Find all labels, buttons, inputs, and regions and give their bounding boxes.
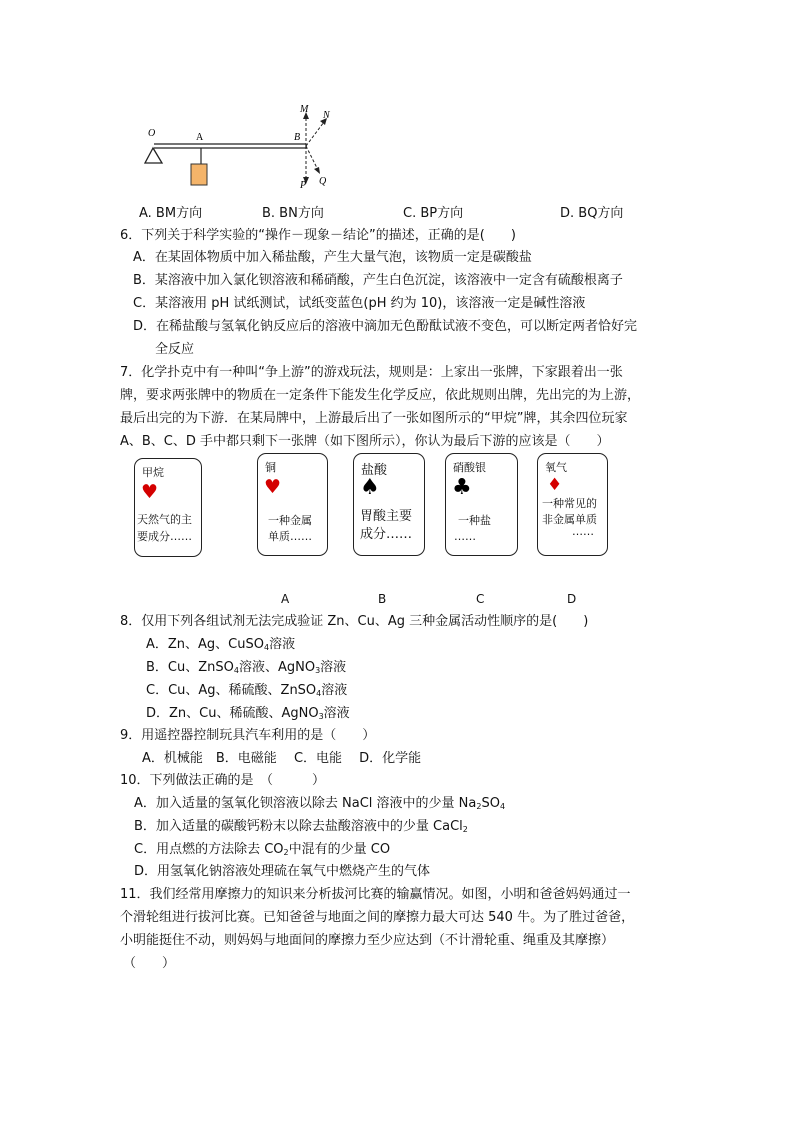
spade-icon: ♠ xyxy=(360,475,380,500)
label-N: N xyxy=(323,110,330,121)
q10-option-c: C．用点燃的方法除去 $CO_2$中混有的少量 CO xyxy=(134,842,391,857)
q6-option-a: A．在某固体物质中加入稀盐酸，产生大量气泡，该物质一定是碳酸盐 xyxy=(133,250,532,265)
card-title: 甲烷 xyxy=(142,466,164,479)
q5-option-c: C. BP方向 xyxy=(403,206,464,221)
label-Q: Q xyxy=(319,176,327,187)
card-silver-nitrate xyxy=(445,453,518,556)
card-oxygen xyxy=(537,453,608,556)
heart-icon: ♥ xyxy=(264,476,282,498)
card-copper xyxy=(257,453,328,556)
q10-option-b: B．加入适量的碳酸钙粉末以除去盐酸溶液中的少量 CaCl$_2$ xyxy=(134,819,468,834)
card-title: 氧气 xyxy=(545,461,567,474)
card-desc: 一种常见的 xyxy=(542,497,597,510)
lever-figure xyxy=(140,100,340,195)
q5-option-d: D. BQ方向 xyxy=(560,206,624,221)
q6-option-d-cont: 全反应 xyxy=(155,342,195,357)
q11-line-1: 11．我们经常用摩擦力的知识来分析拔河比赛的输赢情况。如图，小明和爸爸妈妈通过一 xyxy=(120,887,631,902)
q8-stem: 8．仅用下列各组试剂无法完成验证 Zn、Cu、Ag 三种金属活动性顺序的是( ) xyxy=(120,614,589,629)
card-desc: …… xyxy=(572,525,594,538)
card-desc: 胃酸主要 xyxy=(360,509,413,524)
club-icon: ♣ xyxy=(452,475,472,500)
q5-option-a: A. BM方向 xyxy=(139,206,203,221)
label-P: P xyxy=(300,180,307,191)
q6-option-c: C．某溶液用 pH 试纸测试，试纸变蓝色(pH 约为 10)，该溶液一定是碱性溶液 xyxy=(133,296,586,311)
label-O: O xyxy=(148,128,156,139)
label-M: M xyxy=(300,104,309,115)
q8-option-b: B．Cu、ZnSO$_4$溶液、AgNO$_3$溶液 xyxy=(146,660,347,675)
card-desc: 要成分…… xyxy=(137,530,192,543)
q8-option-d: D．Zn、Cu、稀硫酸、AgNO$_3$溶液 xyxy=(146,706,350,721)
q10-stem: 10．下列做法正确的是 （ ） xyxy=(120,773,326,788)
q8-option-a: A．Zn、Ag、CuSO$_4$溶液 xyxy=(146,637,296,652)
q10-option-d: D．用氢氧化钠溶液处理硫在氧气中燃烧产生的气体 xyxy=(134,864,431,879)
label-A: A xyxy=(196,132,204,143)
card-desc: 单质…… xyxy=(268,530,312,543)
card-title: 铜 xyxy=(265,461,276,474)
q6-stem: 6．下列关于科学实验的“操作－现象－结论”的描述，正确的是( ) xyxy=(120,228,516,243)
diamond-icon: ♦ xyxy=(547,475,563,495)
q6-option-d: D．在稀盐酸与氢氧化钠反应后的溶液中滴加无色酚酞试液不变色，可以断定两者恰好完 xyxy=(133,319,638,334)
card-desc: 成分…… xyxy=(360,527,413,542)
q6-option-b: B．某溶液中加入氯化钡溶液和稀硝酸，产生白色沉淀，该溶液中一定含有硫酸根离子 xyxy=(133,273,623,288)
card-desc: 非金属单质 xyxy=(542,513,597,526)
q5-option-b: B. BN方向 xyxy=(262,206,324,221)
q7-line-1: 7．化学扑克中有一种叫“争上游”的游戏玩法，规则是：上家出一张牌，下家跟着出一张 xyxy=(120,365,623,380)
card-desc: …… xyxy=(454,530,476,543)
q10-option-a: A．加入适量的氢氧化钡溶液以除去 NaCl 溶液中的少量 $Na_2SO_4$ xyxy=(134,796,506,811)
card-label-c: C xyxy=(476,592,485,606)
label-B: B xyxy=(294,132,301,143)
heart-icon: ♥ xyxy=(141,481,159,503)
q11-line-2: 个滑轮组进行拔河比赛。已知爸爸与地面之间的摩擦力最大可达 540 牛。为了胜过爸爸， xyxy=(120,910,635,925)
card-desc: 天然气的主 xyxy=(137,513,192,526)
q9-options: A．机械能 B．电磁能 C．电能 D．化学能 xyxy=(142,751,422,766)
card-hydrochloric-acid xyxy=(353,453,425,556)
card-label-d: D xyxy=(567,592,577,606)
q7-line-2: 牌，要求两张牌中的物质在一定条件下能发生化学反应，依此规则出牌，先出完的为上游， xyxy=(120,388,641,403)
card-desc: 一种盐 xyxy=(458,514,491,527)
q7-line-4: A、B、C、D 手中都只剩下一张牌（如下图所示），你认为最后下游的应该是（ ） xyxy=(120,434,610,449)
q7-line-3: 最后出完的为下游．在某局牌中，上游最后出了一张如图所示的“甲烷”牌，其余四位玩家 xyxy=(120,411,628,426)
q11-line-3: 小明能挺住不动，则妈妈与地面间的摩擦力至少应达到（不计滑轮重、绳重及其摩擦） xyxy=(120,933,615,948)
q9-stem: 9．用遥控器控制玩具汽车利用的是（ ） xyxy=(120,728,376,743)
card-label-a: A xyxy=(281,592,290,606)
q8-option-c: C．Cu、Ag、稀硫酸、ZnSO$_4$溶液 xyxy=(146,683,348,698)
q11-line-4: （ ） xyxy=(123,956,176,971)
card-label-b: B xyxy=(378,592,387,606)
card-title: 盐酸 xyxy=(361,463,388,478)
card-desc: 一种金属 xyxy=(268,514,312,527)
card-methane xyxy=(134,458,202,557)
card-title: 硝酸银 xyxy=(453,461,486,474)
